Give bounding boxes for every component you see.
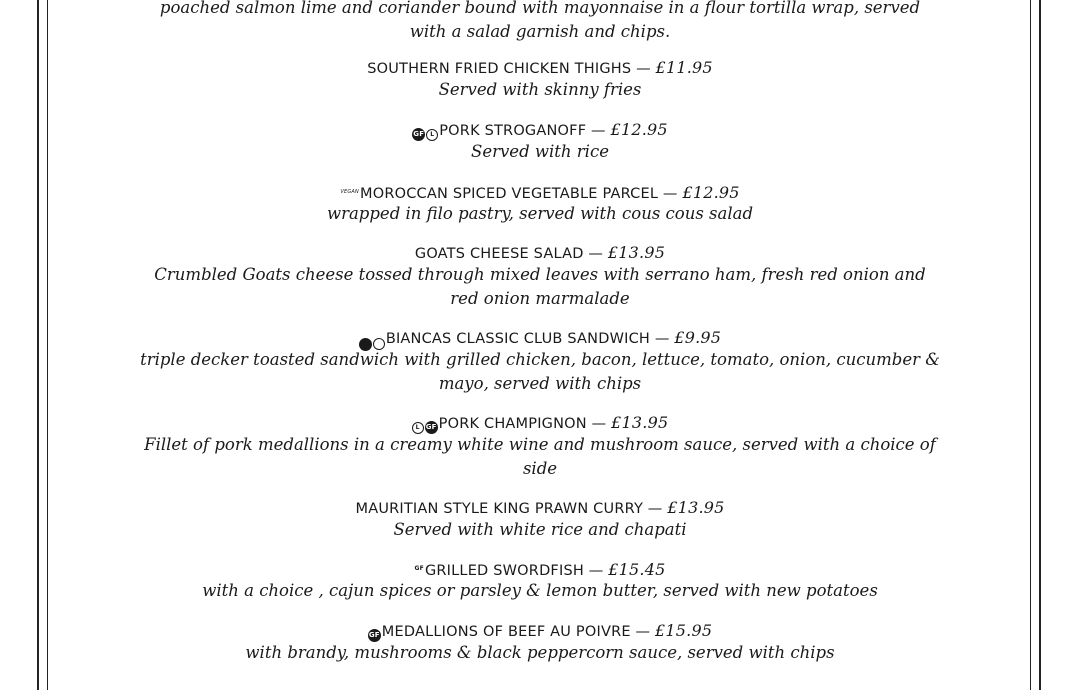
- menu-item: [60, 243, 1020, 311]
- description-line: Served with rice: [471, 142, 609, 161]
- menu-item-title-row: [60, 559, 1020, 579]
- menu-item-price: £15.95: [655, 621, 713, 640]
- menu-item: [60, 120, 1020, 164]
- separator: —: [631, 61, 656, 77]
- menu-item-title-row: [60, 58, 1020, 78]
- menu-item-title: BIANCAS CLASSIC CLUB SANDWICH: [385, 331, 651, 347]
- menu-item-title-row: [60, 413, 1020, 433]
- description-line: side: [522, 459, 558, 478]
- menu-item-title-row: [60, 243, 1020, 263]
- menu-item-title-row: [60, 621, 1020, 641]
- menu-item-description: [60, 78, 1020, 102]
- description-line: Crumbled Goats cheese tossed through mixed leaves with serrano ham, fresh red onion and: [154, 265, 926, 284]
- menu-item-price: £9.95: [674, 328, 722, 347]
- menu-item-title: GOATS CHEESE SALAD: [414, 246, 584, 262]
- menu-item: [60, 182, 1020, 226]
- gluten-free-icon: GF: [425, 421, 438, 434]
- description-line: with brandy, mushrooms & black peppercorn sauce, served with chips: [245, 643, 835, 662]
- separator: —: [583, 563, 609, 579]
- separator: —: [658, 186, 683, 202]
- description-line: Fillet of pork medallions in a creamy white wine and mushroom sauce, served with a choice of: [144, 435, 936, 454]
- menu-item-price: £13.95: [667, 498, 725, 517]
- menu-item: [60, 328, 1020, 396]
- menu-item-title: PORK STROGANOFF: [439, 123, 587, 139]
- vegan-icon: VEGAN: [340, 189, 359, 195]
- menu-item-title-row: [60, 498, 1020, 518]
- menu-item-title: GRILLED SWORDFISH: [424, 563, 584, 579]
- menu-item-description: [60, 348, 1020, 396]
- menu-item-description: [60, 518, 1020, 542]
- menu-item-price: £12.95: [682, 183, 740, 202]
- menu-item: [60, 0, 1020, 44]
- menu-item: [60, 559, 1020, 603]
- menu-item-price: £13.95: [607, 243, 666, 262]
- menu-item-description: [60, 641, 1020, 665]
- description-line: mayo, served with chips: [438, 374, 642, 393]
- menu-item-title-row: [60, 328, 1020, 348]
- lactose-icon: L: [412, 422, 424, 434]
- description-line: triple decker toasted sandwich with grilled chicken, bacon, lettuce, tomato, onion, cucumber &: [140, 350, 940, 369]
- menu-item-description: [60, 202, 1020, 226]
- separator: —: [586, 416, 612, 432]
- menu-item-title: MEDALLIONS OF BEEF AU POIVRE: [381, 624, 631, 640]
- menu-item-description: [60, 579, 1020, 603]
- description-line: poached salmon lime and coriander bound with mayonnaise in a flour tortilla wrap, served: [159, 0, 921, 17]
- description-line: Served with skinny fries: [438, 80, 642, 99]
- gluten-free-icon: GF: [368, 629, 381, 642]
- menu-item-title: SOUTHERN FRIED CHICKEN THIGHS: [367, 61, 632, 77]
- separator: —: [586, 123, 611, 139]
- menu-item-description: [60, 263, 1020, 311]
- gluten-free-icon: GF: [414, 565, 424, 572]
- menu-item-title: MAURITIAN STYLE KING PRAWN CURRY: [355, 501, 643, 517]
- menu-item: [60, 413, 1020, 481]
- menu-item-title: MOROCCAN SPICED VEGETABLE PARCEL: [360, 186, 659, 202]
- separator: —: [650, 331, 675, 347]
- separator: —: [583, 246, 608, 262]
- description-line: Served with white rice and chapati: [393, 520, 687, 539]
- description-line: with a choice , cajun spices or parsley & lemon butter, served with new potatoes: [202, 581, 878, 600]
- menu-item: [60, 58, 1020, 102]
- menu-item-description: [60, 433, 1020, 481]
- menu-item: [60, 498, 1020, 542]
- menu-item-title: PORK CHAMPIGNON: [438, 416, 587, 432]
- description-line: wrapped in filo pastry, served with cous cous salad: [326, 204, 754, 223]
- menu-item-title-row: [60, 182, 1020, 202]
- menu-item-description: [60, 0, 1020, 44]
- gluten-free-icon: GF: [412, 128, 425, 141]
- description-line: with a salad garnish and chips.: [409, 22, 671, 41]
- description-line: red onion marmalade: [450, 289, 630, 308]
- menu-item-description: [60, 140, 1020, 164]
- lactose-icon: L: [426, 129, 438, 141]
- menu-item-price: £11.95: [655, 58, 713, 77]
- separator: —: [630, 624, 656, 640]
- menu-item: [60, 621, 1020, 665]
- menu-item-price: £13.95: [611, 413, 669, 432]
- separator: —: [643, 501, 668, 517]
- menu-item-title-row: [60, 120, 1020, 140]
- menu-item-price: £15.45: [608, 560, 666, 579]
- menu-item-price: £12.95: [610, 120, 668, 139]
